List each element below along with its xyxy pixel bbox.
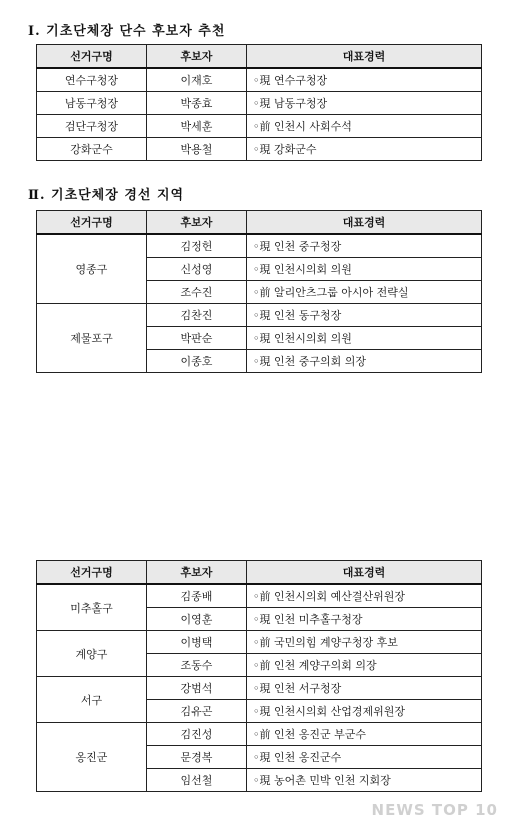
single-candidate-table bbox=[36, 44, 482, 161]
career-cell: ◦前 인천 계양구의회 의장 bbox=[247, 654, 482, 677]
candidate-cell: 김정헌 bbox=[147, 234, 247, 258]
career-cell: ◦現 인천 옹진군수 bbox=[247, 746, 482, 769]
candidate-cell: 문경복 bbox=[147, 746, 247, 769]
primary-region-table bbox=[36, 210, 482, 373]
career-cell: ◦前 국민의힘 계양구청장 후보 bbox=[247, 631, 482, 654]
candidate-cell: 김진성 bbox=[147, 723, 247, 746]
table-row bbox=[37, 115, 482, 138]
career-cell: ◦現 연수구청장 bbox=[247, 68, 482, 92]
career-cell: ◦現 인천시의회 의원 bbox=[247, 327, 482, 350]
primary-region-table-continued bbox=[36, 560, 482, 792]
candidate-cell: 이영훈 bbox=[147, 608, 247, 631]
header-career: 대표경력 bbox=[247, 561, 482, 585]
candidate-cell: 이종호 bbox=[147, 350, 247, 373]
section1-title: Ⅰ. 기초단체장 단수 후보자 추천 bbox=[28, 24, 226, 39]
career-cell: ◦現 인천시의회 산업경제위원장 bbox=[247, 700, 482, 723]
table-header-row bbox=[37, 561, 482, 585]
career-cell: ◦前 인천 옹진군 부군수 bbox=[247, 723, 482, 746]
career-cell: ◦現 농어촌 민박 인천 지회장 bbox=[247, 769, 482, 792]
candidate-cell: 김유곤 bbox=[147, 700, 247, 723]
table-row bbox=[37, 631, 482, 654]
candidate-cell: 이병택 bbox=[147, 631, 247, 654]
header-career: 대표경력 bbox=[247, 45, 482, 69]
region-cell: 연수구청장 bbox=[37, 68, 147, 92]
career-cell: ◦現 남동구청장 bbox=[247, 92, 482, 115]
candidate-cell: 임선철 bbox=[147, 769, 247, 792]
candidate-cell: 김찬진 bbox=[147, 304, 247, 327]
region-cell: 제물포구 bbox=[37, 304, 147, 373]
header-region: 선거구명 bbox=[37, 45, 147, 69]
candidate-cell: 박용철 bbox=[147, 138, 247, 161]
career-cell: ◦現 인천 동구청장 bbox=[247, 304, 482, 327]
table-header-row bbox=[37, 211, 482, 235]
region-cell: 미추홀구 bbox=[37, 584, 147, 631]
section2-title: Ⅱ. 기초단체장 경선 지역 bbox=[28, 188, 185, 203]
table-row bbox=[37, 234, 482, 258]
table-row bbox=[37, 723, 482, 746]
table-row bbox=[37, 304, 482, 327]
table-row bbox=[37, 68, 482, 92]
region-cell: 검단구청장 bbox=[37, 115, 147, 138]
candidate-cell: 조수진 bbox=[147, 281, 247, 304]
career-cell: ◦前 인천시의회 예산결산위원장 bbox=[247, 584, 482, 608]
table-row bbox=[37, 584, 482, 608]
career-cell: ◦前 알리안츠그룹 아시아 전략실 bbox=[247, 281, 482, 304]
candidate-cell: 이재호 bbox=[147, 68, 247, 92]
table-row bbox=[37, 92, 482, 115]
header-region: 선거구명 bbox=[37, 211, 147, 235]
candidate-cell: 박세훈 bbox=[147, 115, 247, 138]
career-cell: ◦現 인천 중구의회 의장 bbox=[247, 350, 482, 373]
header-region: 선거구명 bbox=[37, 561, 147, 585]
region-cell: 서구 bbox=[37, 677, 147, 723]
header-candidate: 후보자 bbox=[147, 45, 247, 69]
candidate-cell: 박판순 bbox=[147, 327, 247, 350]
career-cell: ◦現 인천시의회 의원 bbox=[247, 258, 482, 281]
header-candidate: 후보자 bbox=[147, 561, 247, 585]
career-cell: ◦現 인천 중구청장 bbox=[247, 234, 482, 258]
header-candidate: 후보자 bbox=[147, 211, 247, 235]
career-cell: ◦現 강화군수 bbox=[247, 138, 482, 161]
table-header-row bbox=[37, 45, 482, 69]
region-cell: 계양구 bbox=[37, 631, 147, 677]
career-cell: ◦前 인천시 사회수석 bbox=[247, 115, 482, 138]
table-row bbox=[37, 138, 482, 161]
region-cell: 남동구청장 bbox=[37, 92, 147, 115]
watermark: NEWS TOP 10 bbox=[371, 801, 498, 819]
candidate-cell: 조동수 bbox=[147, 654, 247, 677]
candidate-cell: 김종배 bbox=[147, 584, 247, 608]
career-cell: ◦現 인천 서구청장 bbox=[247, 677, 482, 700]
table-row bbox=[37, 677, 482, 700]
region-cell: 영종구 bbox=[37, 234, 147, 304]
candidate-cell: 강범석 bbox=[147, 677, 247, 700]
region-cell: 강화군수 bbox=[37, 138, 147, 161]
region-cell: 옹진군 bbox=[37, 723, 147, 792]
header-career: 대표경력 bbox=[247, 211, 482, 235]
career-cell: ◦現 인천 미추홀구청장 bbox=[247, 608, 482, 631]
candidate-cell: 박종효 bbox=[147, 92, 247, 115]
candidate-cell: 신성영 bbox=[147, 258, 247, 281]
